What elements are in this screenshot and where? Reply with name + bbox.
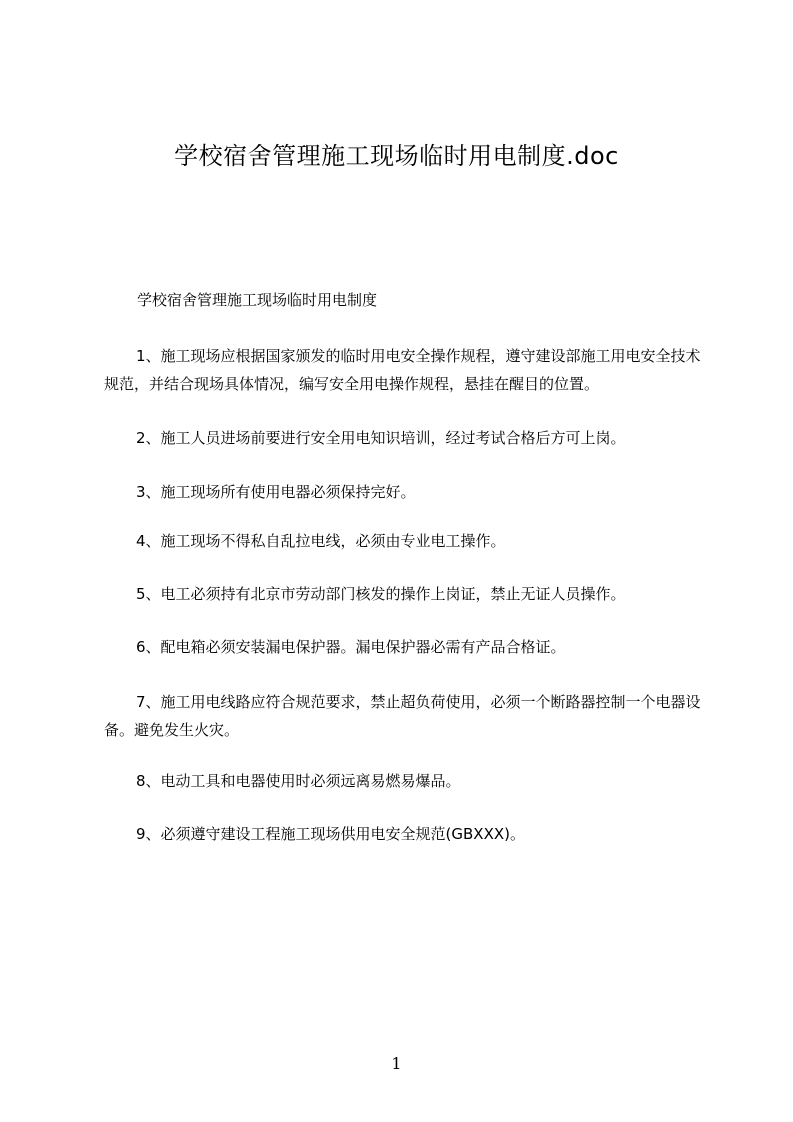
page-number: 1 [391, 1054, 402, 1073]
document-title: 学校宿舍管理施工现场临时用电制度.doc [174, 142, 619, 170]
rule-item-5: 5、电工必须持有北京市劳动部门核发的操作上岗证，禁止无证人员操作。 [136, 585, 626, 603]
rule-item-3: 3、施工现场所有使用电器必须保持完好。 [136, 483, 416, 501]
rule-item-6: 6、配电箱必须安装漏电保护器。漏电保护器必需有产品合格证。 [136, 638, 566, 656]
rule-item-4: 4、施工现场不得私自乱拉电线，必须由专业电工操作。 [136, 532, 506, 550]
rule-item-8: 8、电动工具和电器使用时必须远离易燃易爆品。 [136, 772, 461, 790]
rule-item-9: 9、必须遵守建设工程施工现场供用电安全规范(GBXXX)。 [136, 825, 525, 843]
rule-item-7: 7、施工用电线路应符合规范要求，禁止超负荷使用，必须一个断路器控制一个电器设备。避免发生火灾。 [104, 693, 701, 739]
rule-item-2: 2、施工人员进场前要进行安全用电知识培训，经过考试合格后方可上岗。 [136, 429, 626, 447]
document-heading: 学校宿舍管理施工现场临时用电制度 [137, 291, 378, 309]
rule-item-1: 1、施工现场应根据国家颁发的临时用电安全操作规程，遵守建设部施工用电安全技术规范，并结合现场具体情况，编写安全用电操作规程，悬挂在醒目的位置。 [104, 347, 701, 393]
